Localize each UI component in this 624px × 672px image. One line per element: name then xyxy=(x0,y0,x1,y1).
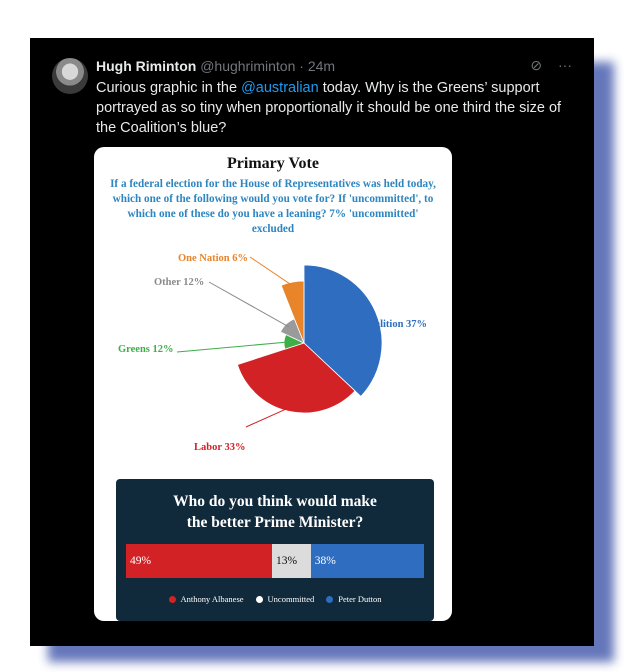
pie-leader-other xyxy=(209,282,289,327)
pm-title xyxy=(116,491,434,533)
tweet-text-end: today. Why is the Greens’ support portrayed as so tiny when proportionally it should be one third the size of the Coalition’s blue? xyxy=(96,80,562,136)
tweet[interactable] xyxy=(30,38,594,646)
pie-chart xyxy=(94,245,452,481)
legend-swatch xyxy=(169,596,176,603)
author-name[interactable]: Hugh Riminton xyxy=(96,58,197,74)
pm-panel xyxy=(116,479,434,621)
tweet-header xyxy=(96,58,335,74)
legend-label: Peter Dutton xyxy=(338,594,382,604)
avatar[interactable] xyxy=(52,58,88,94)
chart-subtitle: If a federal election for the House of Representatives was held today, which one of the following would you vote for? If 'uncommitted', to which one of these do you have a leaning? 7% 'uncommitted' excluded xyxy=(110,178,436,235)
legend-item-uncommitted xyxy=(256,594,315,604)
pm-title-line2: the better Prime Minister? xyxy=(186,514,364,531)
header-icons xyxy=(518,57,572,74)
pie-leader-labor xyxy=(246,407,290,427)
pie-label-labor: Labor 33% xyxy=(194,442,246,453)
tweet-text-start: Curious graphic in the xyxy=(96,80,242,96)
grok-icon[interactable]: ⊘ xyxy=(530,57,543,73)
pie-label-greens: Greens 12% xyxy=(118,344,174,355)
graphic-image[interactable] xyxy=(94,147,452,621)
legend-label: Uncommitted xyxy=(267,594,315,604)
pie-leader-greens xyxy=(177,342,288,352)
tweet-text xyxy=(96,78,566,138)
pie-label-one-nation: One Nation 6% xyxy=(178,253,249,264)
bar-segment-uncommitted: 13% xyxy=(272,544,311,578)
timestamp[interactable]: 24m xyxy=(307,58,336,74)
pie-label-other: Other 12% xyxy=(154,277,205,288)
pm-legend xyxy=(116,594,434,604)
legend-swatch xyxy=(326,596,333,603)
author-handle[interactable]: @hughriminton xyxy=(200,58,296,74)
chart-title: Primary Vote xyxy=(227,155,319,172)
legend-item-anthony-albanese xyxy=(169,594,244,604)
bar-segment-anthony-albanese: 49% xyxy=(126,544,272,578)
separator: · xyxy=(299,58,304,74)
pm-bar xyxy=(126,544,424,578)
legend-item-peter-dutton xyxy=(326,594,381,604)
pie-leader-one-nation xyxy=(250,257,293,286)
legend-label: Anthony Albanese xyxy=(180,594,244,604)
legend-swatch xyxy=(256,596,263,603)
mention-link[interactable]: @australian xyxy=(241,80,319,96)
pm-title-line1: Who do you think would make xyxy=(173,493,377,510)
bar-segment-peter-dutton: 38% xyxy=(311,544,424,578)
more-icon[interactable]: ··· xyxy=(558,57,572,73)
pie-label-coalition: Coalition 37% xyxy=(362,319,428,330)
